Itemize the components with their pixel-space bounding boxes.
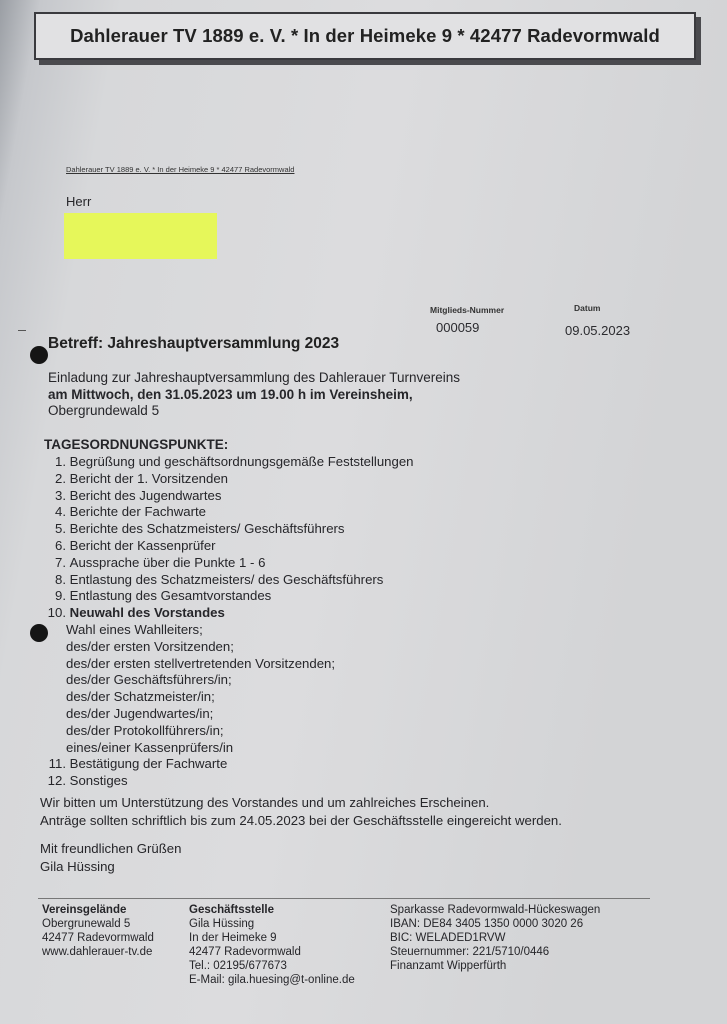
agenda-item-text: Bericht der 1. Vorsitzenden bbox=[69, 470, 229, 486]
greeting: Mit freundlichen Grüßen bbox=[40, 841, 182, 856]
election-subitem: des/der Schatzmeister/in; bbox=[66, 689, 215, 705]
footer-bank-iban: IBAN: DE84 3405 1350 0000 3020 26 bbox=[390, 918, 584, 930]
election-subitem: des/der ersten stellvertretenden Vorsitzenden; bbox=[66, 655, 336, 671]
agenda-item-text: Entlastung des Schatzmeisters/ des Geschäftsführers bbox=[69, 571, 384, 587]
closing-text bbox=[40, 794, 562, 829]
footer-office-heading: Geschäftsstelle bbox=[189, 904, 275, 916]
election-subitem: des/der ersten Vorsitzenden; bbox=[66, 638, 234, 654]
agenda-item-number: 6. bbox=[55, 537, 66, 553]
election-subitem: eines/einer Kassenprüfers/in bbox=[66, 739, 234, 755]
salutation: Herr bbox=[66, 194, 92, 209]
footer-bank-bic: BIC: WELADED1RVW bbox=[390, 932, 506, 944]
agenda-item bbox=[36, 471, 414, 488]
agenda-item-text: Sonstiges bbox=[69, 773, 128, 789]
invitation-text bbox=[48, 370, 460, 420]
fold-mark bbox=[18, 330, 26, 331]
subject-line: Betreff: Jahreshauptversammlung 2023 bbox=[48, 335, 340, 352]
agenda-item bbox=[36, 538, 414, 555]
election-subitem: des/der Protokollführers/in; bbox=[66, 722, 224, 738]
invitation-line-1: Einladung zur Jahreshauptversammlung des Dahlerauer Turnvereins bbox=[48, 370, 460, 385]
date-label: Datum bbox=[574, 303, 601, 313]
agenda-item-number: 7. bbox=[55, 554, 66, 570]
agenda-item-text: Entlastung des Gesamtvorstandes bbox=[69, 588, 272, 604]
agenda-item-number: 11. bbox=[48, 756, 66, 772]
agenda-item-number: 1. bbox=[55, 454, 66, 469]
agenda-item bbox=[36, 572, 414, 589]
invitation-line-3: Obergrundewald 5 bbox=[48, 403, 160, 418]
footer-office-phone: Tel.: 02195/677673 bbox=[189, 960, 287, 972]
agenda-item-number: 4. bbox=[55, 504, 66, 520]
closing-line-1: Wir bitten um Unterstützung des Vorstandes und um zahlreiches Erscheinen. bbox=[40, 795, 490, 810]
footer-bank-tax-office: Finanzamt Wipperfürth bbox=[390, 960, 507, 972]
agenda-heading: TAGESORDNUNGSPUNKTE: bbox=[44, 437, 229, 452]
footer-venue bbox=[42, 903, 154, 959]
signer-name: Gila Hüssing bbox=[40, 858, 115, 874]
footer-venue-line: Obergrunewald 5 bbox=[42, 918, 131, 930]
election-subitem: des/der Geschäftsführers/in; bbox=[66, 672, 232, 688]
letterhead-box bbox=[34, 12, 696, 60]
agenda-item bbox=[36, 488, 414, 505]
agenda-item-number: 12. bbox=[47, 773, 66, 789]
footer-bank bbox=[390, 903, 600, 973]
footer-bank-tax-number: Steuernummer: 221/5710/0446 bbox=[390, 946, 550, 958]
signature-block bbox=[40, 840, 181, 875]
agenda-item-text: Berichte des Schatzmeisters/ Geschäftsführers bbox=[69, 521, 345, 537]
footer-bank-line: Sparkasse Radevormwald-Hückeswagen bbox=[390, 904, 601, 916]
footer-office-line: 42477 Radevormwald bbox=[189, 946, 301, 958]
agenda-item-text: Aussprache über die Punkte 1 - 6 bbox=[69, 554, 266, 570]
agenda-item bbox=[36, 521, 414, 538]
footer-venue-line: 42477 Radevormwald bbox=[42, 932, 154, 944]
footer-divider bbox=[38, 898, 650, 899]
footer-venue-website: www.dahlerauer-tv.de bbox=[42, 946, 153, 958]
footer-office-line: Gila Hüssing bbox=[189, 918, 255, 930]
agenda-item bbox=[36, 588, 414, 605]
agenda-list bbox=[36, 454, 414, 790]
agenda-item-text: Begrüßung und geschäftsordnungsgemäße Feststellungen bbox=[69, 454, 414, 469]
agenda-item-number: 3. bbox=[55, 487, 66, 503]
agenda-item bbox=[36, 756, 414, 773]
agenda-item-text: Berichte der Fachwarte bbox=[69, 504, 207, 520]
election-subitem: des/der Jugendwartes/in; bbox=[66, 705, 214, 721]
agenda-item bbox=[36, 454, 414, 471]
agenda-item-text: Bericht des Jugendwartes bbox=[69, 487, 222, 503]
closing-line-2: Anträge sollten schriftlich bis zum 24.05.2023 bei der Geschäftsstelle eingereicht werden. bbox=[40, 812, 562, 828]
agenda-item bbox=[36, 773, 414, 790]
letterhead-title: Dahlerauer TV 1889 e. V. * In der Heimeke 9 * 42477 Radevormwald bbox=[70, 25, 660, 46]
member-number-label: Mitglieds-Nummer bbox=[430, 305, 505, 315]
sender-return-line: Dahlerauer TV 1889 e. V. * In der Heimeke 9 * 42477 Radevormwald bbox=[66, 165, 295, 174]
footer-venue-heading: Vereinsgelände bbox=[42, 904, 127, 916]
agenda-item bbox=[36, 555, 414, 572]
agenda-item-text: Neuwahl des Vorstandes bbox=[69, 605, 225, 621]
footer-office-line: In der Heimeke 9 bbox=[189, 932, 277, 944]
invitation-line-2: am Mittwoch, den 31.05.2023 um 19.00 h im Vereinsheim, bbox=[48, 386, 413, 402]
agenda-item-number: 9. bbox=[55, 588, 66, 604]
footer-office bbox=[189, 903, 355, 987]
agenda-item bbox=[36, 605, 414, 622]
punch-hole-top bbox=[30, 346, 48, 364]
agenda-item-number: 10. bbox=[47, 605, 66, 621]
date-value: 09.05.2023 bbox=[565, 323, 631, 338]
agenda-item-number: 2. bbox=[55, 470, 66, 486]
agenda-item-number: 8. bbox=[55, 571, 66, 587]
election-subitem: Wahl eines Wahlleiters; bbox=[66, 621, 203, 637]
agenda-item-text: Bericht der Kassenprüfer bbox=[69, 537, 216, 553]
agenda-item bbox=[36, 504, 414, 521]
footer-office-email: E-Mail: gila.huesing@t-online.de bbox=[189, 974, 355, 986]
agenda-item-number: 5. bbox=[55, 521, 66, 537]
redacted-recipient-name bbox=[64, 213, 217, 259]
member-number-value: 000059 bbox=[436, 320, 480, 335]
agenda-item-text: Bestätigung der Fachwarte bbox=[69, 756, 228, 772]
